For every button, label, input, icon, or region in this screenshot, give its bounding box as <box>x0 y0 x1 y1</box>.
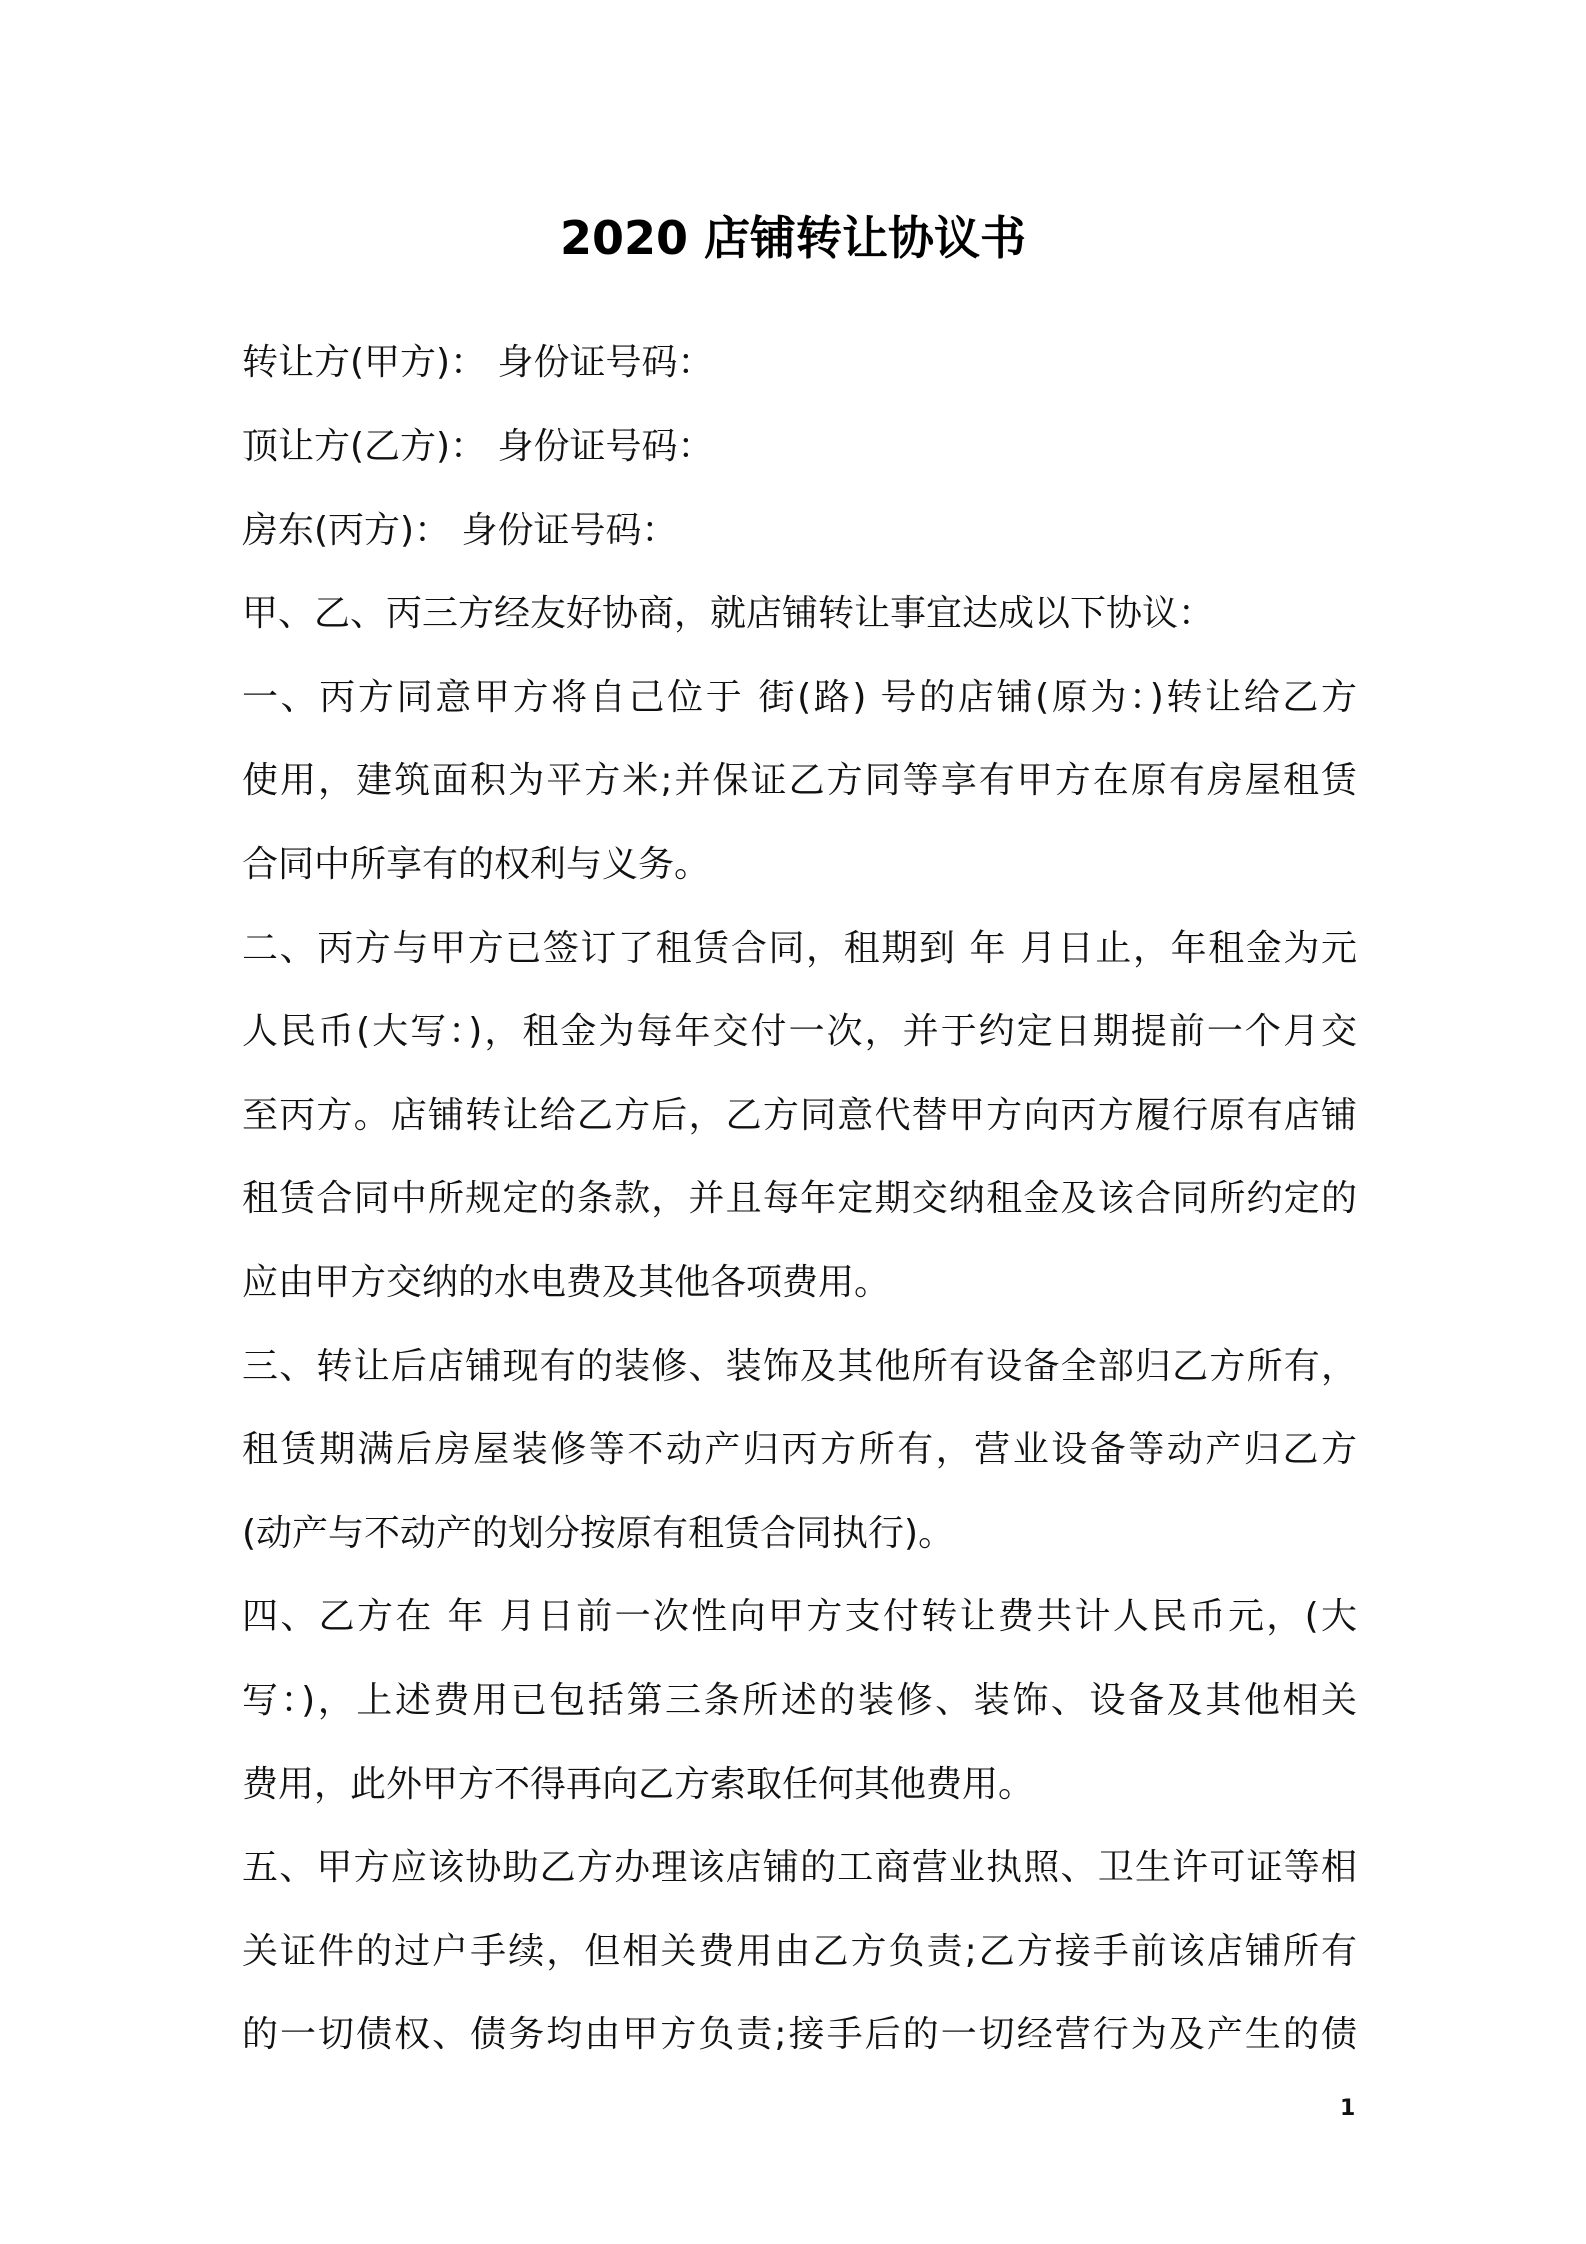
party-b-line: 顶让方(乙方)： 身份证号码： <box>242 426 714 467</box>
clause-3-line: 三、转让后店铺现有的装修、装饰及其他所有设备全部归乙方所有， <box>242 1346 1357 1387</box>
clause-2-line: 至丙方。店铺转让给乙方后，乙方同意代替甲方向丙方履行原有店铺 <box>242 1095 1357 1136</box>
party-a-line: 转让方(甲方)： 身份证号码： <box>242 342 714 383</box>
clause-3-line: (动产与不动产的划分按原有租赁合同执行)。 <box>242 1513 955 1554</box>
party-c-line: 房东(丙方)： 身份证号码： <box>242 510 678 551</box>
clause-4-line: 四、乙方在 年 月日前一次性向甲方支付转让费共计人民币元，(大 <box>242 1596 1357 1637</box>
clause-5-line: 关证件的过户手续，但相关费用由乙方负责;乙方接手前该店铺所有 <box>242 1931 1357 1972</box>
clause-2-line: 租赁合同中所规定的条款，并且每年定期交纳租金及该合同所约定的 <box>242 1178 1357 1219</box>
clause-4-line: 写：)，上述费用已包括第三条所述的装修、装饰、设备及其他相关 <box>242 1680 1357 1721</box>
page-number: 1 <box>1340 2096 1356 2121</box>
clause-5-line: 的一切债权、债务均由甲方负责;接手后的一切经营行为及产生的债 <box>242 2014 1357 2055</box>
clause-1-line: 合同中所享有的权利与义务。 <box>242 844 711 885</box>
clause-3-line: 租赁期满后房屋装修等不动产归丙方所有，营业设备等动产归乙方 <box>242 1429 1357 1470</box>
clause-2-line: 二、丙方与甲方已签订了租赁合同，租期到 年 月日止，年租金为元 <box>242 928 1357 969</box>
clause-1-line: 一、丙方同意甲方将自己位于 街(路) 号的店铺(原为：)转让给乙方 <box>242 677 1357 718</box>
clause-1-line: 使用，建筑面积为平方米;并保证乙方同等享有甲方在原有房屋租赁 <box>242 760 1357 801</box>
document-title: 2020 店铺转让协议书 <box>559 211 1027 265</box>
intro-line: 甲、乙、丙三方经友好协商，就店铺转让事宜达成以下协议： <box>242 593 1215 634</box>
clause-4-line: 费用，此外甲方不得再向乙方索取任何其他费用。 <box>242 1764 1035 1805</box>
clause-2-line: 应由甲方交纳的水电费及其他各项费用。 <box>242 1262 891 1303</box>
clause-5-line: 五、甲方应该协助乙方办理该店铺的工商营业执照、卫生许可证等相 <box>242 1847 1357 1888</box>
clause-2-line: 人民币(大写：)，租金为每年交付一次，并于约定日期提前一个月交 <box>242 1011 1357 1052</box>
